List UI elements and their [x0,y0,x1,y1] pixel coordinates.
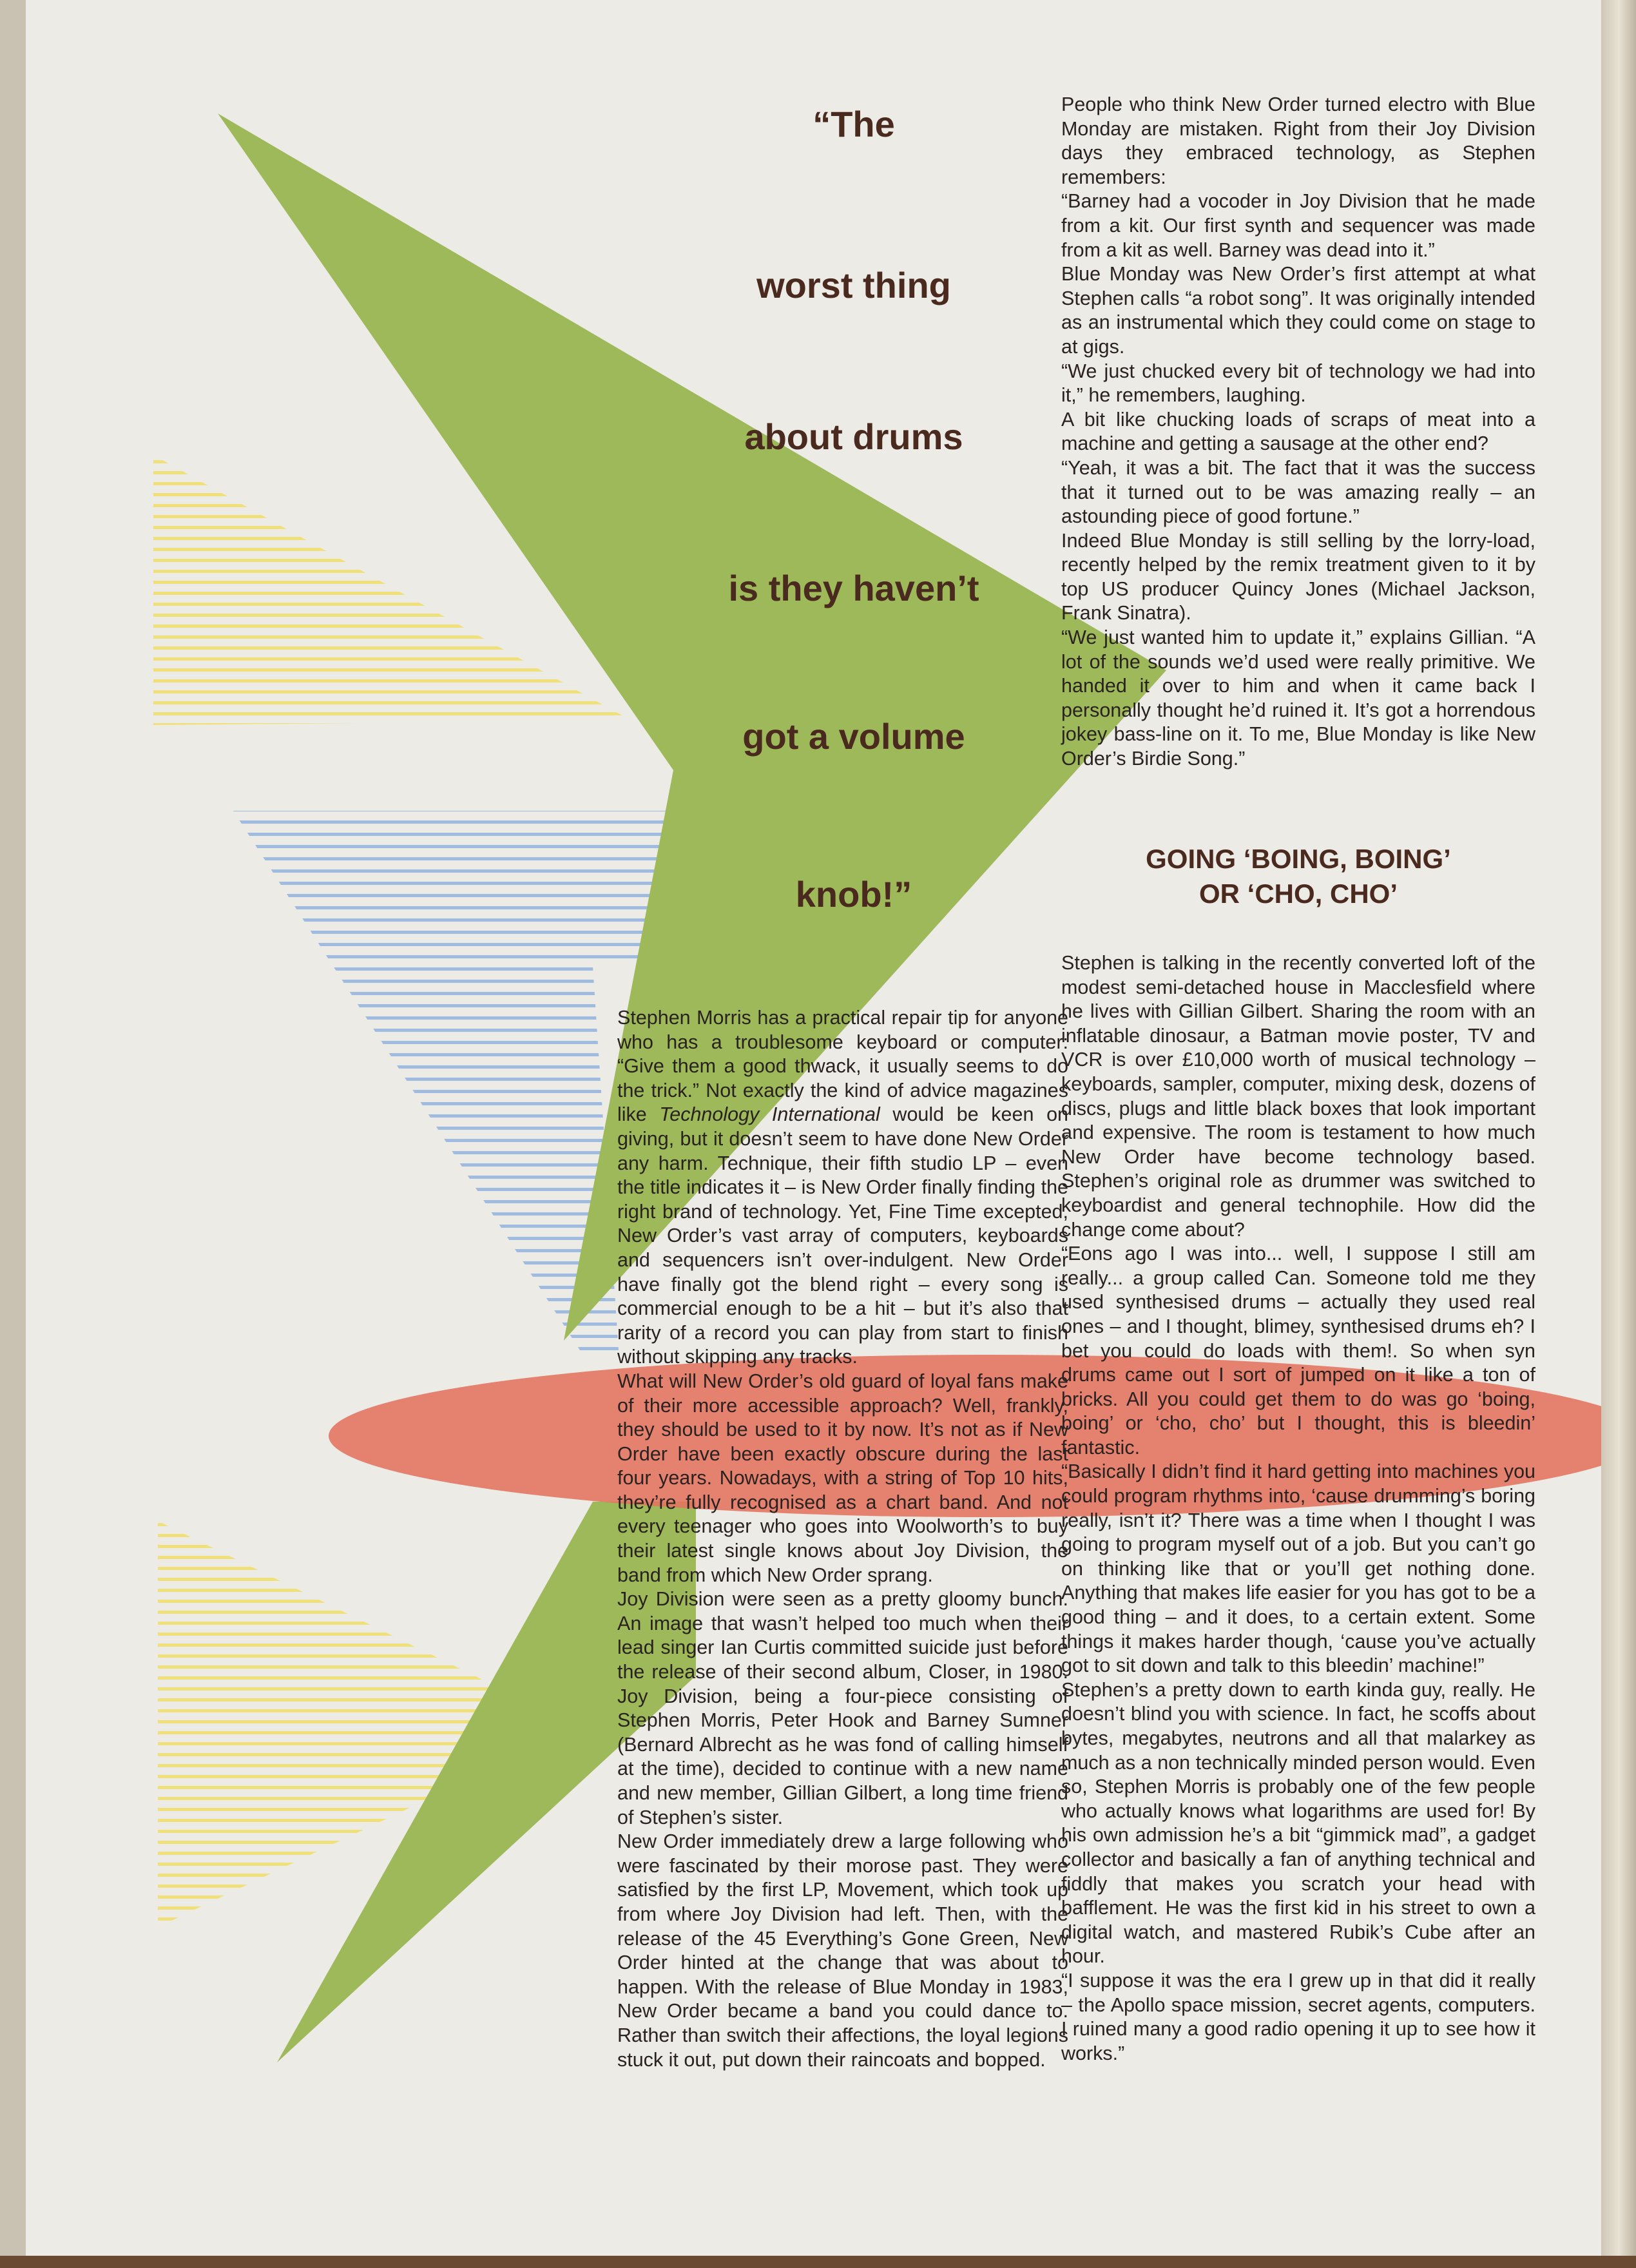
subheading-line-1: GOING ‘BOING, BOING’ [1146,844,1451,874]
paragraph: Stephen is talking in the recently converted loft of the modest semi-detached house in Macclesfield where he lives with Gillian Gilbert. Sharing the room with an inflatable dinosaur, a Batman movie poster, TV and VCR is over £10,000 worth of musical technology – keyboards, sampler, computer, mixing desk, dozens of discs, plugs and little black boxes that look important and expensive. The room is testament to how much New Order have become technology based. Stephen’s original role as drummer was switched to keyboardist and general technophile. How did the change come about? [1061,952,1535,1241]
article-column-left [617,1006,1068,2072]
paragraph: “Yeah, it was a bit. The fact that it was the success that it turned out to be was amazing really – an astounding piece of good fortune.” [1061,456,1535,528]
article-column-right-bottom [1061,951,1535,2066]
subheading-line-2: OR ‘CHO, CHO’ [1198,878,1398,909]
pull-quote-line-5: got a volume [742,716,965,757]
paragraph: People who think New Order turned electro with Blue Monday are mistaken. Right from their Joy Division days they embraced technology, as Stephen remembers: [1061,93,1535,188]
pull-quote-line-6: knob!” [795,874,912,915]
paragraph: Joy Division were seen as a pretty gloomy bunch. An image that wasn’t helped too much when their lead singer Ian Curtis committed suicide just before the release of their second album, Closer, in 1980. Joy Division, being a four-piece consisting of Stephen Morris, Peter Hook and Barney Sumner (Bernard Albrecht as he was fond of calling himself at the time), decided to continue with a new name and new member, Gillian Gilbert, a long time friend of Stephen’s sister. [617,1588,1068,1828]
magazine-title: Technology International [659,1103,880,1126]
paragraph [617,1006,1068,1370]
paragraph: “Eons ago I was into... well, I suppose I still am really... a group called Can. Someone told me they used synthesised drums – actually they used real ones – and I thought, blimey, synthesised drums eh? I bet you could do loads with them!. So when syn drums came out I sort of jumped on it like a ton of bricks. All you could get them to do was go ‘boing, boing’ or ‘cho, cho’ but I thought, this is bleedin’ fantastic. [1061,1243,1535,1459]
pull-quote-line-4: is they haven’t [728,568,979,608]
paragraph: “Basically I didn’t find it hard getting into machines you could program rhythms into, ‘cause drumming’s boring really, isn’t it? There was a time when I thought I was going to program myself out of a job. But you can’t go on thinking like that or you’ll get nothing done. Anything that makes life easier for you has got to be a good thing – and it does, to a certain extent. Some things it makes harder though, ‘cause you’ve actually got to sit down and talk to this bleedin’ machine!” [1061,1460,1535,1677]
paragraph: Blue Monday was New Order’s first attempt at what Stephen calls “a robot song”. It was originally intended as an instrumental which they could come on stage to at gigs. [1061,263,1535,358]
paragraph: “Barney had a vocoder in Joy Division that he made from a kit. Our first synth and sequencer was made from a kit as well. Barney was dead into it.” [1061,190,1535,261]
paragraph: “I suppose it was the era I grew up in that did it really – the Apollo space mission, secret agents, computers. I ruined many a good radio opening it up to see how it works.” [1061,1969,1535,2064]
magazine-page [26,0,1601,2256]
paragraph: New Order immediately drew a large following who were fascinated by their morose past. They were satisfied by the first LP, Movement, which took up from where Joy Division had left. Then, with the release of the 45 Everything’s Gone Green, New Order hinted at the change that was about to happen. With the release of Blue Monday in 1983, New Order became a band you could dance to. Rather than switch their affections, the loyal legions stuck it out, put down their raincoats and bopped. [617,1830,1068,2071]
magazine-spine [1601,0,1636,2268]
paragraph: What will New Order’s old guard of loyal fans make of their more accessible approach? Well, frankly, they should be used to it by now. It’s not as if New Order have been exactly obscure during the last four years. Nowadays, with a string of Top 10 hits, they’re fully recognised as a chart band. And not every teenager who goes into Woolworth’s to buy their latest single knows about Joy Division, the band from which New Order sprang. [617,1370,1068,1586]
paragraph-text: Stephen Morris has a practical repair tip for anyone who has a troublesome keyboard or computer: “Give them a good thwack, it usually seems to do the trick.” Not exactly the kind of advice magazines like [617,1007,1068,1126]
pull-quote-line-1: “The [813,104,895,144]
page-binding [0,0,28,2268]
pull-quote-line-2: worst thing [756,265,951,305]
pull-quote-line-3: about drums [744,416,963,457]
paragraph: “We just wanted him to update it,” explains Gillian. “A lot of the sounds we’d used were really primitive. We handed it over to him and when it came back I personally thought he’d ruined it. It’s got a horrendous jokey bass-line on it. To me, Blue Monday is like New Order’s Birdie Song.” [1061,626,1535,770]
paragraph: Indeed Blue Monday is still selling by the lorry-load, recently helped by the remix treatment given to it by top US producer Quincy Jones (Michael Jackson, Frank Sinatra). [1061,529,1535,625]
paragraph: “We just chucked every bit of technology we had into it,” he remembers, laughing. [1061,360,1535,407]
paragraph-text: would be keen on giving, but it doesn’t seem to have done New Order any harm. Technique, their fifth studio LP – even the title indicates it – is New Order finally finding the right brand of technology. Yet, Fine Time excepted, New Order’s vast array of computers, keyboards and sequencers isn’t over-indulgent. New Order have finally got the blend right – every song is commercial enough to be a hit – but it’s also that rarity of a record you can play from start to finish without skipping any tracks. [617,1103,1068,1368]
paragraph: A bit like chucking loads of scraps of meat into a machine and getting a sausage at the other end? [1061,408,1535,455]
paragraph: Stephen’s a pretty down to earth kinda guy, really. He doesn’t blind you with science. In fact, he scoffs about bytes, megabytes, neutrons and all that malarkey as much as a non technically minded person would. Even so, Stephen Morris is probably one of the few people who actually knows what logarithms are used for! By his own admission he’s a bit “gimmick mad”, a gadget collector and basically a fan of anything technical and fiddly that makes you scratch your head with bafflement. He was the first kid in his street to own a digital watch, and mastered Rubik’s Cube after an hour. [1061,1678,1535,1968]
page-bottom-edge [0,2256,1636,2268]
section-subheading [1061,842,1535,911]
article-column-right-top [1061,93,1535,771]
